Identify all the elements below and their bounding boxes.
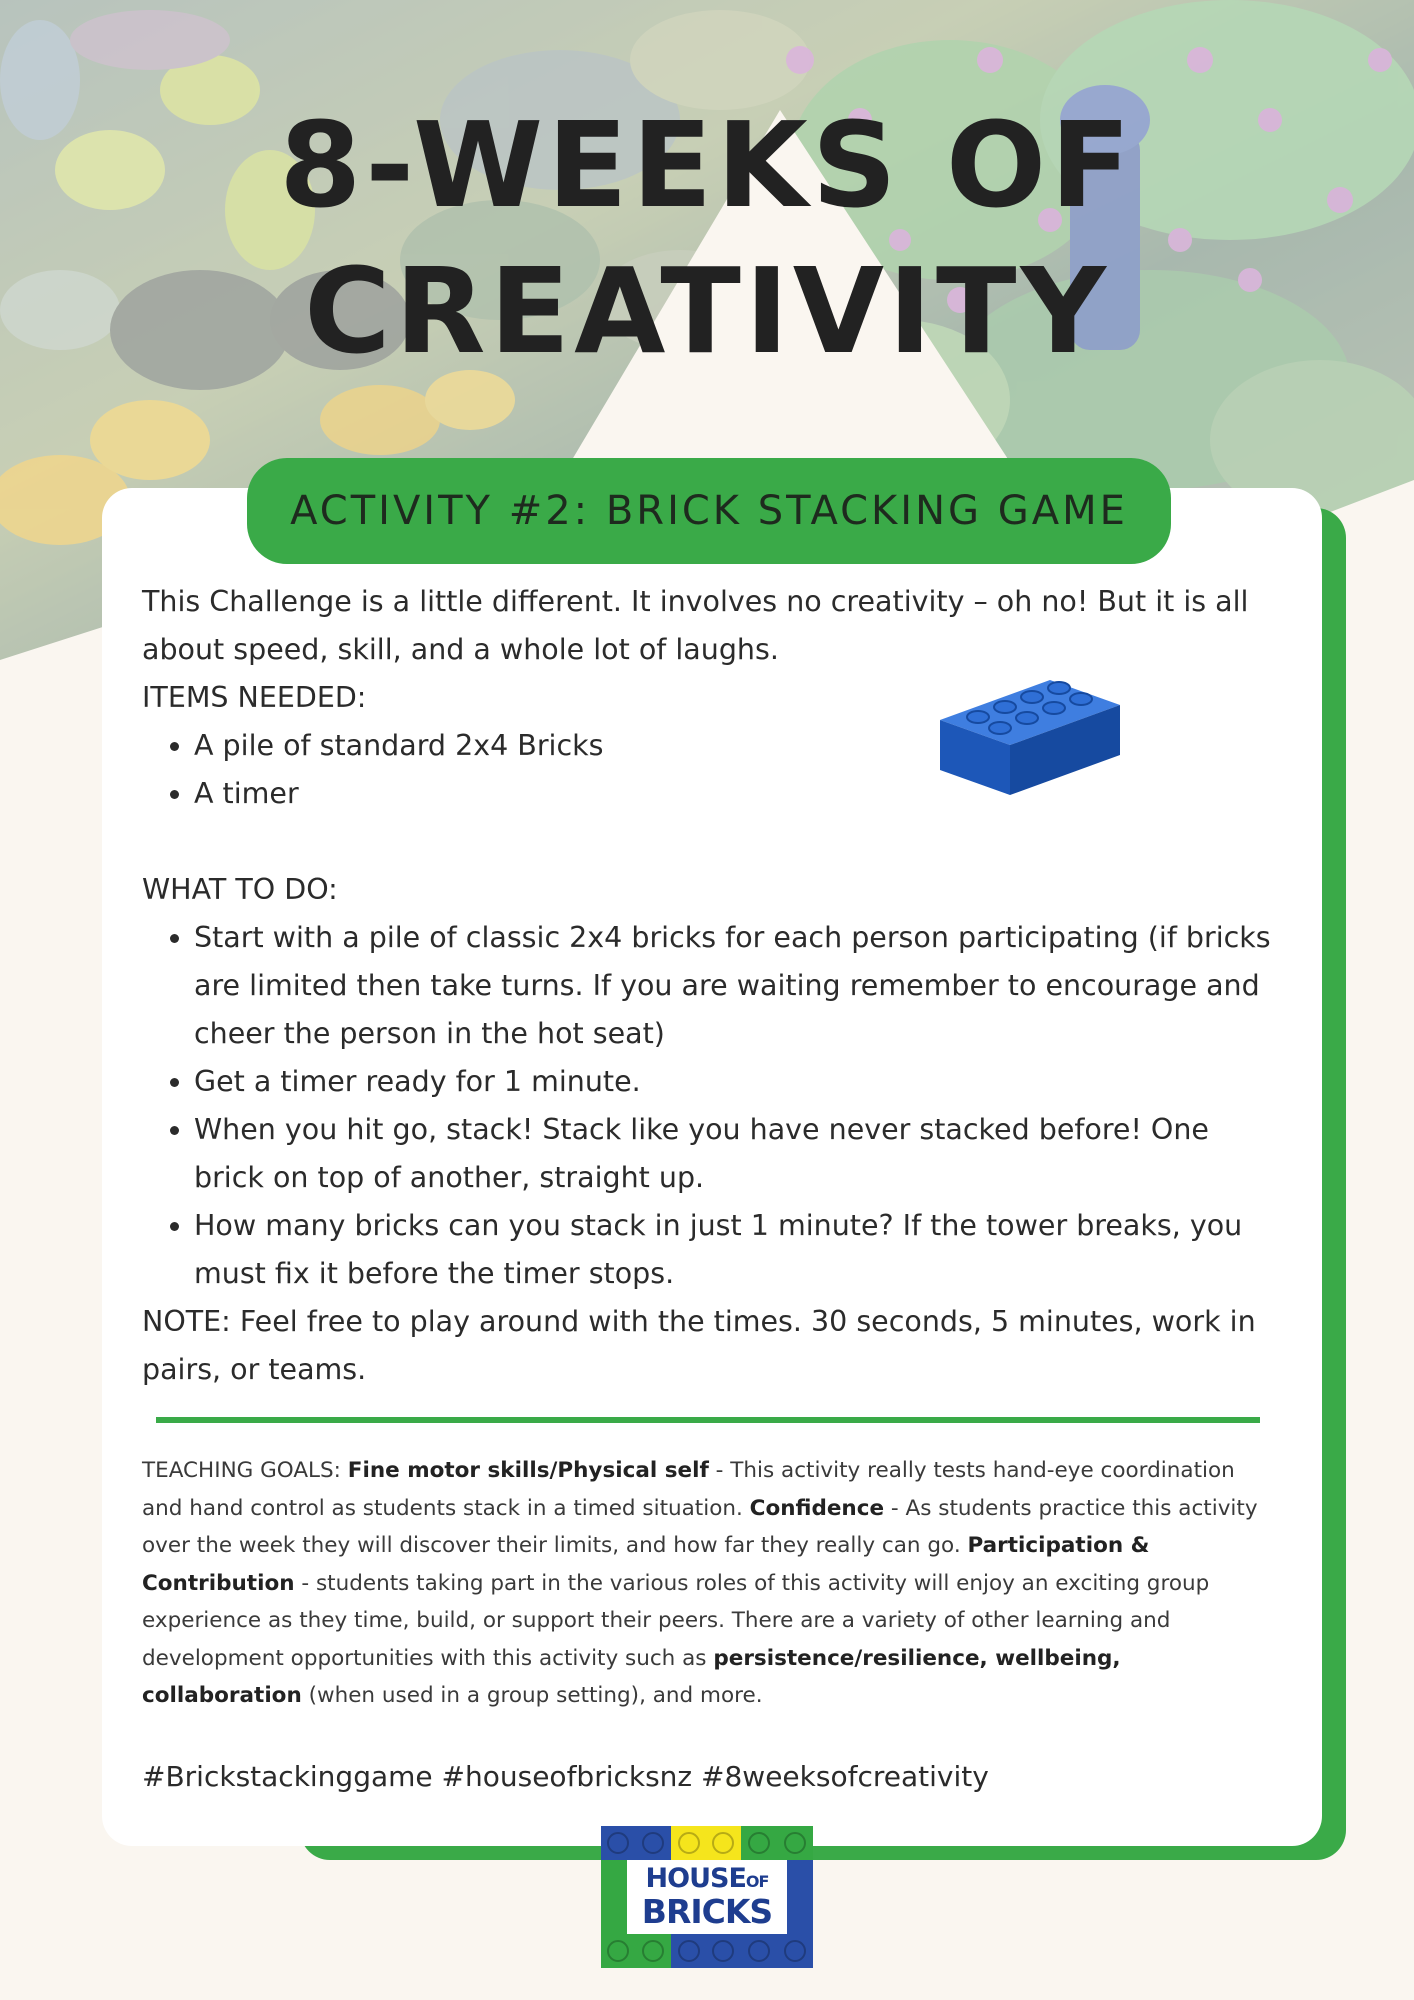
activity-heading-banner xyxy=(247,458,1171,564)
goal-title-fine-motor: Fine motor skills/Physical self xyxy=(347,1458,709,1483)
items-list xyxy=(142,722,854,818)
goal-title-confidence: Confidence xyxy=(749,1495,885,1521)
list-item: • A pile of standard 2x4 Bricks xyxy=(194,722,854,770)
spacer xyxy=(142,818,1282,866)
items-heading: ITEMS NEEDED: xyxy=(142,681,367,714)
logo-word-of: OF xyxy=(745,1872,769,1891)
page-title-line2: CREATIVITY xyxy=(304,242,1110,380)
steps-heading: WHAT TO DO: xyxy=(142,873,338,906)
steps-list xyxy=(142,914,1282,1298)
goal-text-other: (when used in a group setting), and more. xyxy=(301,1683,763,1708)
logo-word-house: HOUSE xyxy=(645,1863,746,1894)
hashtags: #Brickstackinggame #houseofbricksnz #8weeksofcreativity xyxy=(142,1760,989,1793)
intro-text: This Challenge is a little different. It involves no creativity – oh no! But it is all about speed, skill, and a whole lot of laughs. xyxy=(142,585,1249,666)
list-item: • When you hit go, stack! Stack like you have never stacked before! One brick on top of another, straight up. xyxy=(194,1106,1282,1202)
list-item: • Start with a pile of classic 2x4 bricks for each person participating (if bricks are limited then take turns. If you are waiting remember to encourage and cheer the person in the hot seat) xyxy=(194,914,1282,1058)
page-title-line1: 8-WEEKS OF xyxy=(279,96,1135,234)
teaching-goals-label: TEACHING GOALS: xyxy=(142,1458,348,1483)
goal-text-confidence: - As students practice this activity over the week they will discover their limits, and how far they really can go. xyxy=(142,1495,1258,1558)
teaching-goals xyxy=(142,1452,1272,1715)
list-item: • How many bricks can you stack in just 1 minute? If the tower breaks, you must fix it before the timer stops. xyxy=(194,1202,1282,1298)
activity-heading: ACTIVITY #2: BRICK STACKING GAME xyxy=(290,488,1128,534)
section-divider xyxy=(156,1417,1260,1423)
goal-title-participation: Participation & Contribution xyxy=(142,1533,1150,1596)
list-item: • Get a timer ready for 1 minute. xyxy=(194,1058,1282,1106)
list-item: • A timer xyxy=(194,770,854,818)
logo-wordmark xyxy=(601,1863,813,1931)
goal-text-participation: - students taking part in the various roles of this activity will enjoy an exciting group experience as they time, build, or support their peers. There are a variety of other learning and development opportunities with this activity such as xyxy=(142,1570,1210,1671)
note-text: NOTE: Feel free to play around with the times. 30 seconds, 5 minutes, work in pairs, or teams. xyxy=(142,1305,1256,1386)
goal-text-fine-motor: - This activity really tests hand-eye coordination and hand control as students stack in a timed situation. xyxy=(142,1458,1235,1521)
goal-title-other: persistence/resilience, wellbeing, collaboration xyxy=(142,1645,1121,1708)
page-title xyxy=(0,92,1414,384)
logo-word-bricks: BRICKS xyxy=(641,1892,773,1931)
blue-brick-icon xyxy=(930,660,1130,810)
house-of-bricks-logo xyxy=(601,1826,813,1968)
